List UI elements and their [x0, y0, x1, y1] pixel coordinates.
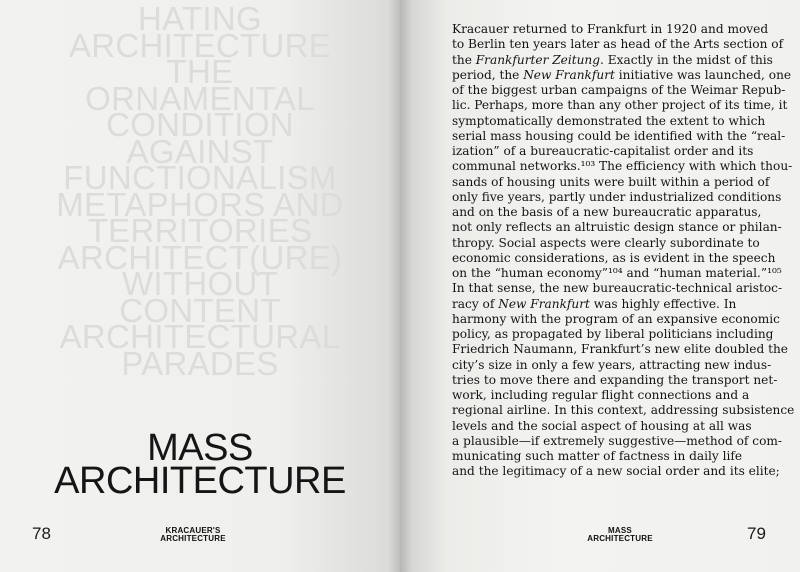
- text-run: lic. Perhaps, more than any other project of its time, it: [452, 98, 788, 113]
- text-run: In that sense, the new bureaucratic-technical aristoc-: [452, 281, 783, 296]
- text-run: only five years, partly under industrialized conditions: [452, 189, 782, 204]
- body-text-line: [452, 83, 786, 98]
- body-text-line: [452, 433, 783, 449]
- chapter-title-item: AGAINST: [126, 132, 274, 170]
- body-text-line: [452, 114, 772, 129]
- text-run: city’s size in only a few years, attracting new indus-: [452, 357, 772, 372]
- body-text-line: [452, 449, 772, 464]
- chapter-title-item: ARCHITECTURE: [68, 26, 332, 64]
- text-run: and the legitimacy of a new social order and its elite;: [452, 464, 780, 479]
- body-text-line: [452, 342, 788, 357]
- text-run: period, the: [452, 67, 524, 82]
- text-run: racy of: [452, 296, 499, 311]
- chapter-title-item: ARCHITECT(URE): [57, 238, 343, 276]
- body-text-line: [452, 37, 784, 52]
- text-run: not only reflects an altruistic design stance or philan-: [452, 220, 782, 235]
- body-text-line: [452, 250, 776, 266]
- body-text-line: [452, 220, 782, 235]
- running-head-right-line-1: MASS: [608, 526, 632, 535]
- text-run: a plausible—if extremely suggestive—method of com-: [452, 433, 783, 448]
- chapter-title-item: WITHOUT: [121, 265, 279, 302]
- italic-title: New Frankfurt: [523, 67, 615, 82]
- page-number-right: 79: [747, 524, 766, 543]
- body-text-line: [452, 281, 783, 296]
- body-text-line: [452, 358, 772, 373]
- text-run: to Berlin ten years later as head of the Arts section of: [452, 37, 784, 52]
- text-run: levels and the social aspect of housing at all was: [452, 418, 752, 433]
- text-run: and on the basis of a new bureaucratic apparatus,: [452, 205, 762, 219]
- text-run: was highly effective. In: [589, 296, 737, 311]
- body-text-line: [452, 372, 778, 388]
- text-run: municating such matter of factness in daily life: [452, 449, 743, 463]
- chapter-title-item: CONTENT: [119, 291, 281, 329]
- chapter-title-item: THE: [166, 53, 234, 90]
- text-run: harmony with the program of an expansive economic: [452, 311, 780, 326]
- body-text-line: [452, 67, 792, 83]
- text-run: . Exactly in the midst of this: [600, 52, 773, 67]
- text-run: ization” of a bureaucratic-capitalist order and its: [452, 144, 754, 158]
- chapter-title-item: TERRITORIES: [87, 212, 313, 249]
- body-text: [452, 22, 795, 480]
- running-head-left: [143, 527, 243, 543]
- text-run: regional airline. In this context, addressing subsistence: [452, 403, 795, 418]
- text-run: tries to move there and expanding the transport net-: [452, 372, 778, 387]
- body-text-line: [452, 189, 782, 205]
- chapter-title-item: CONDITION: [106, 106, 294, 143]
- text-run: communal networks.¹⁰³ The efficiency with which thou-: [452, 159, 793, 174]
- text-run: sands of housing units were built within a period of: [452, 174, 770, 189]
- chapter-title-item: ARCHITECTURAL: [59, 318, 341, 355]
- running-head-left-line-1: KRACAUER'S: [165, 526, 221, 535]
- chapter-title-item: HATING: [137, 0, 263, 37]
- text-run: symptomatically demonstrated the extent to which: [452, 113, 766, 128]
- body-text-line: [452, 175, 772, 190]
- body-text-line: [452, 236, 772, 251]
- text-run: of the biggest urban campaigns of the Weimar Repub-: [452, 83, 786, 97]
- body-text-line: [452, 327, 772, 342]
- body-text-line: [452, 388, 772, 403]
- running-head-right: [575, 527, 665, 543]
- text-run: on the “human economy”¹⁰⁴ and “human material.”¹⁰⁵: [452, 266, 782, 280]
- body-text-line: [452, 419, 772, 434]
- chapter-title-line-1: MASS: [147, 427, 253, 469]
- text-run: policy, as propagated by liberal politicians including: [452, 327, 774, 341]
- text-run: work, including regular flight connections and a: [452, 388, 750, 402]
- body-text-line: [452, 159, 793, 174]
- chapter-title-item: METAPHORS AND: [56, 185, 344, 223]
- body-text-line: [452, 205, 772, 220]
- text-run: serial mass housing could be identified with the “real-: [452, 128, 786, 143]
- body-text-line: [452, 464, 780, 479]
- text-run: Kracauer returned to Frankfurt in 1920 and moved: [452, 22, 769, 36]
- chapter-title-list: [10, 0, 390, 382]
- running-head-left-line-2: ARCHITECTURE: [160, 534, 226, 543]
- body-text-line: [452, 266, 782, 281]
- chapter-title-item: FUNCTIONALISM: [63, 159, 337, 196]
- body-text-line: [452, 128, 786, 144]
- page-number-left: 78: [32, 524, 51, 543]
- body-text-line: [452, 53, 772, 68]
- text-run: initiative was launched, one: [614, 67, 792, 82]
- text-run: the: [452, 52, 476, 67]
- body-text-line: [452, 297, 772, 312]
- italic-title: New Frankfurt: [498, 296, 590, 311]
- body-text-line: [452, 144, 772, 159]
- body-text-line: [452, 22, 772, 37]
- italic-title: Frankfurter Zeitung: [475, 52, 601, 67]
- body-text-line: [452, 98, 788, 113]
- chapter-title-item: PARADES: [121, 344, 279, 382]
- chapter-title: [10, 427, 390, 502]
- text-run: thropy. Social aspects were clearly subordinate to: [452, 235, 760, 250]
- body-text-line: [452, 311, 780, 327]
- chapter-title-item: ORNAMENTAL: [85, 79, 315, 117]
- text-run: Friedrich Naumann, Frankfurt’s new elite doubled the: [452, 342, 788, 357]
- text-run: economic considerations, as is evident in the speech: [452, 250, 776, 265]
- chapter-title-line-2: ARCHITECTURE: [54, 460, 346, 502]
- running-head-right-line-2: ARCHITECTURE: [587, 534, 653, 543]
- body-text-line: [452, 403, 795, 418]
